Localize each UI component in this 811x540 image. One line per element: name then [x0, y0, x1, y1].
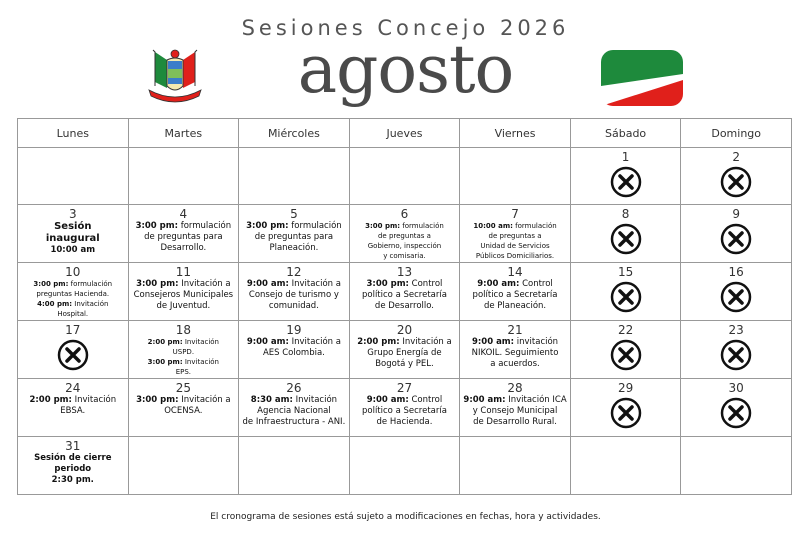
weekday-monday: Lunes	[18, 119, 129, 148]
week-row	[18, 205, 792, 263]
day-number: 23	[728, 323, 744, 337]
weekday-sunday: Domingo	[681, 119, 792, 148]
event-text: USPD.	[172, 348, 195, 356]
day-cell-empty	[349, 437, 460, 495]
weekday-header-row	[18, 119, 792, 148]
event-text-part: Invitación a	[181, 279, 231, 289]
no-session-x-icon	[610, 397, 642, 429]
event-text	[18, 279, 128, 289]
event-time: 3:00 pm:	[33, 280, 69, 288]
event-text: de preguntas para	[144, 232, 223, 242]
day-cell	[460, 263, 571, 321]
event-text-part: Invitación	[74, 300, 109, 308]
day-number: 18	[175, 323, 191, 337]
day-cell	[460, 321, 571, 379]
day-number: 15	[617, 265, 634, 279]
event-text: político a Secretaría	[361, 290, 447, 300]
event-text	[129, 357, 239, 367]
day-number: 20	[396, 323, 413, 337]
event-text-part: formulación	[180, 221, 232, 231]
day-cell	[570, 379, 681, 437]
event-text: político a Secretaría	[472, 290, 558, 300]
weekday-thursday: Jueves	[349, 119, 460, 148]
day-cell-empty	[460, 148, 571, 205]
flag-icon	[601, 50, 683, 106]
event-text-part: Invitación a	[181, 395, 231, 405]
event-text: a acuerdos.	[490, 359, 540, 369]
week-row	[18, 379, 792, 437]
day-cell	[18, 379, 129, 437]
day-cell-empty	[570, 437, 681, 495]
event-text: Agencia Nacional	[257, 406, 331, 416]
event-time: 3:00 pm:	[136, 279, 179, 289]
event-time: 3:00 pm:	[147, 358, 183, 366]
day-cell	[681, 379, 792, 437]
event-text	[350, 337, 460, 348]
event-time: 9:00 am:	[366, 395, 409, 405]
day-number: 28	[507, 381, 523, 395]
event-text	[460, 221, 570, 231]
weekday-saturday: Sábado	[570, 119, 681, 148]
event-text: de Juventud.	[156, 301, 211, 311]
calendar-grid	[17, 118, 792, 495]
event-text	[239, 279, 349, 290]
event-text	[18, 395, 128, 406]
event-time: 9:00 am:	[246, 337, 289, 347]
event-text-part: Control	[411, 395, 443, 405]
event-text	[239, 221, 349, 232]
day-number: 1	[621, 150, 630, 164]
event-text: político a Secretaría	[361, 406, 447, 416]
event-text-part: formulación	[515, 222, 557, 230]
day-number: 10	[65, 265, 81, 279]
event-text: preguntas Hacienda.	[36, 290, 110, 298]
no-session-x-icon	[720, 397, 752, 429]
day-cell	[681, 205, 792, 263]
event-time: 2:00 pm:	[357, 337, 400, 347]
event-text	[129, 395, 239, 406]
day-cell	[349, 205, 460, 263]
month-title: agosto	[297, 31, 514, 108]
event-text	[460, 337, 570, 348]
day-cell	[349, 321, 460, 379]
day-number: 9	[732, 207, 740, 221]
day-cell	[239, 379, 350, 437]
day-cell	[18, 205, 129, 263]
day-cell	[681, 321, 792, 379]
event-text: Consejo de turismo y	[248, 290, 339, 300]
event-text: Consejeros Municipales	[133, 290, 234, 300]
event-text: de Desarrollo Rural.	[473, 417, 557, 427]
day-number: 4	[179, 207, 188, 221]
day-cell	[128, 379, 239, 437]
event-text-part: formulación	[402, 222, 444, 230]
day-number: 7	[511, 207, 519, 221]
page-title: Sesiones Concejo 2026	[241, 16, 570, 40]
event-text: Grupo Energía de	[367, 348, 442, 358]
day-cell-empty	[128, 148, 239, 205]
event-time: 4:00 pm:	[37, 300, 73, 308]
event-text: NIKOIL. Seguimiento	[471, 348, 559, 358]
event-time: 2:00 pm:	[147, 338, 183, 346]
day-cell-empty	[18, 148, 129, 205]
no-session-x-icon	[720, 223, 752, 255]
event-text: Públicos Domiciliarios.	[475, 252, 555, 260]
event-text	[129, 337, 239, 347]
event-time: 9:00 am:	[477, 279, 520, 289]
no-session-x-icon	[610, 281, 642, 313]
event-time: 9:00 am:	[246, 279, 289, 289]
event-text: de Desarrollo.	[374, 301, 434, 311]
event-time: 3:00 pm:	[246, 221, 289, 231]
event-text: inaugural	[45, 233, 100, 244]
day-number: 8	[621, 207, 630, 221]
event-text-part: Invitación a	[291, 279, 341, 289]
day-cell	[18, 437, 129, 495]
municipal-crest-logo	[145, 46, 205, 108]
footer-note: El cronograma de sesiones está sujeto a modificaciones en fechas, hora y actividades.	[210, 512, 601, 522]
event-text: Sesión	[54, 221, 92, 232]
day-cell	[460, 205, 571, 263]
event-text: de Hacienda.	[376, 417, 433, 427]
event-text: de Planeación.	[483, 301, 547, 311]
day-number: 2	[732, 150, 740, 164]
event-text: Planeación.	[269, 243, 319, 253]
event-text: comunidad.	[268, 301, 319, 311]
day-cell	[570, 148, 681, 205]
day-cell	[239, 205, 350, 263]
day-cell	[460, 379, 571, 437]
event-text: y Consejo Municipal	[472, 406, 558, 416]
day-cell	[349, 379, 460, 437]
event-time: 3:00 pm:	[136, 395, 179, 405]
day-number: 21	[507, 323, 523, 337]
day-number: 19	[286, 323, 302, 337]
event-text: Bogotá y PEL.	[375, 359, 434, 369]
event-text: de preguntas a	[488, 232, 542, 240]
event-time: 2:30 pm.	[51, 475, 94, 485]
day-number: 29	[617, 381, 634, 395]
event-text: periodo	[54, 464, 92, 474]
week-row	[18, 437, 792, 495]
day-cell	[18, 321, 129, 379]
week-row	[18, 321, 792, 379]
day-cell	[681, 148, 792, 205]
day-cell-empty	[460, 437, 571, 495]
event-text: Gobierno, inspección	[367, 242, 442, 250]
week-row	[18, 148, 792, 205]
event-time: 10:00 am:	[473, 222, 513, 230]
no-session-x-icon	[720, 339, 752, 371]
event-text-part: Invitación a	[402, 337, 452, 347]
event-text-part: formulación	[291, 221, 342, 231]
event-text-part: formulación	[70, 280, 113, 288]
event-time: 3:00 pm:	[366, 279, 409, 289]
event-text: Desarrollo.	[160, 243, 207, 253]
event-text: de preguntas a	[377, 232, 431, 240]
event-text	[350, 279, 460, 290]
event-text	[460, 395, 570, 406]
day-number: 17	[65, 323, 81, 337]
day-cell	[570, 205, 681, 263]
weekday-wednesday: Miércoles	[239, 119, 350, 148]
day-number: 31	[65, 439, 81, 453]
day-cell-empty	[239, 148, 350, 205]
event-text	[18, 299, 128, 309]
event-time: 10:00 am	[50, 245, 96, 255]
no-session-x-icon	[720, 281, 752, 313]
event-text: Sesión de cierre	[34, 453, 112, 463]
event-text: AES Colombia.	[262, 348, 325, 358]
event-text	[129, 221, 239, 232]
event-text	[350, 221, 460, 231]
event-text-part: invitación	[516, 337, 559, 347]
day-cell-empty	[128, 437, 239, 495]
event-text	[460, 279, 570, 290]
no-session-x-icon	[57, 339, 89, 371]
no-session-x-icon	[610, 223, 642, 255]
event-text: de preguntas para	[254, 232, 334, 242]
day-number: 25	[175, 381, 191, 395]
day-cell	[128, 205, 239, 263]
day-number: 26	[286, 381, 302, 395]
event-text: de Infraestructura - ANI.	[242, 417, 346, 427]
day-number: 27	[396, 381, 413, 395]
event-text: Unidad de Servicios	[480, 242, 550, 250]
event-time: 8:30 am:	[250, 395, 293, 405]
day-cell	[239, 263, 350, 321]
day-number: 11	[175, 265, 191, 279]
day-cell	[18, 263, 129, 321]
day-cell	[570, 263, 681, 321]
event-time: 3:00 pm:	[365, 222, 401, 230]
day-number: 30	[728, 381, 744, 395]
event-text	[239, 337, 349, 348]
event-time: 9:00 am:	[471, 337, 515, 347]
day-number: 13	[396, 265, 413, 279]
weekday-tuesday: Martes	[128, 119, 239, 148]
event-time: 9:00 am:	[463, 395, 506, 405]
event-text-part: Invitación	[184, 338, 219, 346]
event-text-part: Invitación	[295, 395, 338, 405]
day-cell-empty	[681, 437, 792, 495]
day-cell	[570, 321, 681, 379]
no-session-x-icon	[610, 166, 642, 198]
event-text: Hospital.	[57, 310, 89, 318]
event-text-part: Invitación	[184, 358, 219, 366]
no-session-x-icon	[610, 339, 642, 371]
day-cell	[349, 263, 460, 321]
day-number: 14	[507, 265, 523, 279]
day-number: 6	[400, 207, 409, 221]
event-text	[239, 395, 349, 406]
event-time: 3:00 pm:	[135, 221, 179, 231]
day-number: 5	[290, 207, 298, 221]
day-cell-empty	[239, 437, 350, 495]
event-text	[129, 279, 239, 290]
day-number: 12	[286, 265, 302, 279]
event-text: EBSA.	[60, 406, 86, 416]
day-cell	[128, 321, 239, 379]
event-text-part: Invitación	[74, 395, 117, 405]
day-cell	[128, 263, 239, 321]
event-text: OCENSA.	[164, 406, 203, 416]
day-cell	[239, 321, 350, 379]
week-row	[18, 263, 792, 321]
event-text-part: Control	[411, 279, 443, 289]
event-text-part: Invitación a	[291, 337, 341, 347]
weekday-friday: Viernes	[460, 119, 571, 148]
day-cell	[681, 263, 792, 321]
event-time: 2:00 pm:	[29, 395, 72, 405]
event-text-part: Invitación ICA	[508, 395, 567, 405]
day-number: 3	[68, 207, 77, 221]
day-number: 16	[728, 265, 744, 279]
event-text	[350, 395, 460, 406]
day-number: 22	[617, 323, 634, 337]
day-number: 24	[65, 381, 81, 395]
no-session-x-icon	[720, 166, 752, 198]
day-cell-empty	[349, 148, 460, 205]
event-text: EPS.	[175, 368, 191, 376]
event-text: y comisaria.	[383, 252, 426, 260]
event-text-part: Control	[522, 279, 553, 289]
